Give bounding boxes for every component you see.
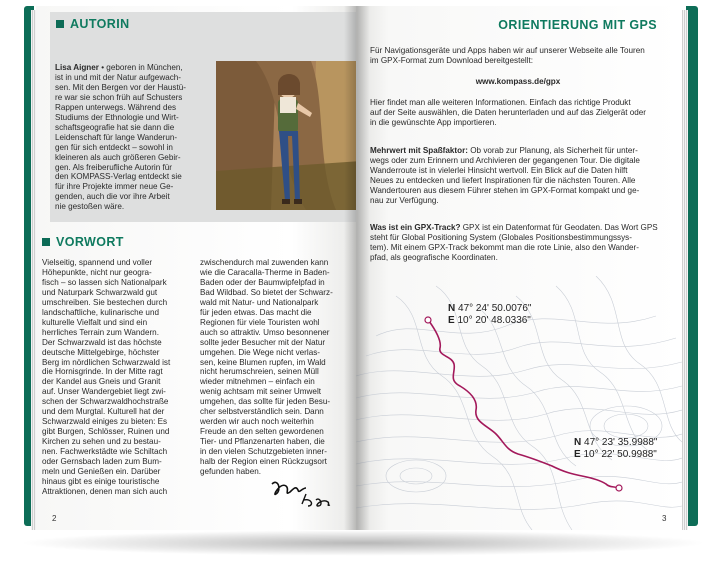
text-line: auch so attraktiv. Umso besonnener	[200, 327, 330, 337]
text-line: Wanderroute ist in vielerlei Hinsicht wertvoll. Ein Blick auf die Daten hilft	[370, 165, 628, 175]
text-line: die Hornisgrinde. In der Mitte ragt	[42, 367, 163, 377]
author-bio	[55, 63, 218, 212]
text-line: und Naturpark Schwarzwald gut	[42, 287, 158, 297]
page-number-right: 3	[662, 514, 667, 523]
text-line: oder Gernsbach laden zum Bum-	[42, 457, 162, 467]
text-line: Neues zu entdecken und liefert Inspirationen für die nächsten Touren. Alle	[370, 175, 636, 185]
coord-end-lon: 10° 22' 50.9988"	[583, 449, 657, 460]
text-line: steht für Global Positioning System (Globales Positionsbestimmungssys-	[370, 232, 632, 242]
text-line: Höhepunkte, nicht nur geogra-	[42, 267, 152, 277]
gps-intro-text	[370, 46, 666, 66]
book-gutter	[344, 6, 370, 530]
book-shadow	[18, 530, 708, 556]
author-heading: AUTORIN	[70, 17, 130, 31]
gps-info-text	[370, 98, 666, 128]
text-line: im GPX-Format zum Download bereitgestellt:	[370, 55, 534, 65]
mehrwert-paragraph	[370, 146, 666, 206]
coord-start-lat: 47° 24' 50.0076"	[458, 303, 532, 314]
text-line: pfad, als geografische Koordinaten.	[370, 252, 498, 262]
text-line: in die gewünschte App importieren.	[370, 117, 497, 127]
text-line: Der Schwarzwald ist das höchste	[42, 337, 162, 347]
text-line: umschreiben. Sie bestechen durch	[42, 297, 168, 307]
text-line: Hier findet man alle weiteren Informationen. Einfach das richtige Produkt	[370, 98, 631, 107]
track-start-marker	[425, 317, 431, 323]
text-line: gen für sich entdeckt – sowohl in	[55, 142, 173, 152]
text-line: auf. Unser Wandergebiet liegt zwi-	[42, 387, 166, 397]
author-bio-text	[55, 63, 186, 211]
text-line: gefunden haben.	[200, 467, 261, 477]
text-line: nicht herumschreien, seinen Müll	[200, 367, 319, 377]
track-end-marker	[616, 485, 622, 491]
text-line: nie gestoßen wäre.	[55, 202, 125, 212]
page-number-left: 2	[52, 514, 57, 523]
mehrwert-label: Mehrwert mit Spaßfaktor:	[370, 146, 468, 155]
coord-start-label	[448, 303, 531, 327]
vorwort-column-1	[42, 258, 190, 497]
coord-start-lat-letter: N	[448, 303, 456, 314]
text-line: sen, keine Blumen rupfen, im Wald	[200, 357, 326, 367]
text-line: • geboren in München,	[98, 63, 183, 72]
text-line: tem). Mit einem GPX-Track bekommt man die rote Linie, also den Wander-	[370, 242, 639, 252]
text-line: in den vielen Schutzgebieten inner-	[200, 447, 327, 457]
vorwort-column-2	[200, 258, 348, 477]
text-line: schaftsgeografie hat sie dann die	[55, 122, 175, 132]
text-line: auf der Seite auswählen, die Daten herunterladen und auf das Zielgerät oder	[370, 107, 646, 117]
author-signature	[268, 476, 346, 512]
text-line: umgehen. Die Wege nicht verlas-	[200, 347, 320, 357]
text-line: Wandertouren aus diesem Führer stehen im GPX-Format kompakt und ge-	[370, 185, 640, 195]
text-line: Rappen unterwegs. Während des	[55, 102, 177, 112]
text-line: kulturelle Vielfalt und sind ein	[42, 317, 148, 327]
coord-end-lon-letter: E	[574, 449, 581, 460]
text-line: für ihre Projekte immer neue Ge-	[55, 182, 174, 192]
text-line: den KOMPASS-Verlag entdeckt sie	[55, 172, 182, 182]
gps-heading: ORIENTIERUNG MIT GPS	[498, 18, 657, 32]
text-line: schen der Schwarzwaldhochstraße	[42, 397, 169, 407]
text-line: fisch – so lassen sich Nationalpark	[42, 277, 167, 287]
text-line: Studiums der Ethnologie und Wirt-	[55, 112, 179, 122]
text-line: und dem Murgtal. Kulturell hat der	[42, 407, 165, 417]
text-line: Kirchen zu sehen und zu bestau-	[42, 437, 161, 447]
right-page	[356, 6, 682, 530]
text-line: wald mit Natur- und Nationalpark	[200, 297, 319, 307]
vorwort-heading: VORWORT	[56, 235, 124, 249]
text-line: ist in und mit der Natur aufgewach-	[55, 72, 181, 82]
heading-square-icon	[56, 20, 64, 28]
text-line: re war sie schon früh auf Schusters	[55, 92, 183, 102]
coord-start-lon: 10° 20' 48.0336"	[457, 315, 531, 326]
text-line: für jeden etwas. Das macht die	[200, 307, 312, 317]
author-box	[50, 12, 356, 222]
text-line: nau zur Verfügung.	[370, 195, 439, 205]
text-line: kleineren als auch größeren Gebir-	[55, 152, 181, 162]
gps-track-line	[429, 321, 618, 488]
text-line: wieder mitnehmen – einfach ein	[200, 377, 315, 387]
text-line: Tier- und Pflanzenarten haben, die	[200, 437, 325, 447]
text-line: sen. Mit den Bergen vor der Haustü-	[55, 82, 186, 92]
coord-end-lat: 47° 23' 35.9988"	[584, 437, 658, 448]
text-line: Attraktionen, denen man sich auch	[42, 486, 168, 496]
text-line: gibt Burgen, Schlösser, Ruinen und	[42, 427, 170, 437]
author-photo-image	[216, 61, 356, 210]
gpx-website-link[interactable]: www.kompass.de/gpx	[475, 77, 561, 86]
heading-square-icon	[42, 238, 50, 246]
text-line: deutsche Mittelgebirge, höchster	[42, 347, 160, 357]
text-line: landschaftliche, kulinarische und	[42, 307, 159, 317]
text-line: sollte jeder Besucher mit der Natur	[200, 337, 326, 347]
left-page	[36, 6, 356, 530]
text-line: hinaus gibt es einige touristische	[42, 476, 160, 486]
text-line: genden, auch die vor ihre Arbeit	[55, 192, 170, 202]
text-line: Leidenschaft für lange Wanderun-	[55, 132, 178, 142]
text-line: Bad Wildbad. So bietet der Schwarz-	[200, 287, 333, 297]
coord-end-lat-letter: N	[574, 437, 582, 448]
text-line: cher selbstverständlich sein. Dann	[200, 407, 324, 417]
text-line: herrliches Terrain zum Wandern.	[42, 327, 159, 337]
text-line: zwischendurch mal zuwenden kann	[200, 258, 329, 267]
text-line: Regionen für viele Touristen wohl	[200, 317, 320, 327]
text-line: umgehen, das sollte für jeden Besu-	[200, 397, 331, 407]
text-line: Schwarzwald einiges zu bieten: Es	[42, 417, 168, 427]
text-line: Freude an den selten gewordenen	[200, 427, 324, 437]
coord-end-label	[574, 437, 657, 461]
text-line: Für Navigationsgeräte und Apps haben wir auf unserer Webseite alle Touren	[370, 46, 645, 55]
text-line: wegs oder zum Erinnern und Archivieren der gegangenen Tour. Die digitale	[370, 155, 640, 165]
text-line: wie die Caracalla-Therme in Baden-	[200, 267, 330, 277]
coord-start-lon-letter: E	[448, 315, 455, 326]
author-name: Lisa Aigner	[55, 63, 99, 72]
gpx-paragraph	[370, 223, 666, 263]
text-line: GPX ist ein Datenformat für Geodaten. Das Wort GPS	[460, 223, 658, 232]
text-line: Vielseitig, spannend und voller	[42, 258, 153, 267]
text-line: nen. Fachwerkstädte wie Schiltach	[42, 447, 168, 457]
text-line: gen. Als freiberufliche Autorin für	[55, 162, 172, 172]
text-line: meln und Genießen ein. Darüber	[42, 467, 161, 477]
text-line: wenig achtsam mit seiner Umwelt	[200, 387, 322, 397]
gpx-label: Was ist ein GPX-Track?	[370, 223, 461, 232]
text-line: Baden oder der Baumwipfelpfad in	[200, 277, 325, 287]
text-line: werden wir auch noch weiterhin	[200, 417, 314, 427]
text-line: Ob vorab zur Planung, als Sicherheit für unter-	[467, 146, 638, 155]
text-line: halb der Region einen Rückzugsort	[200, 457, 327, 467]
text-line: der Kandel aus Gneis und Granit	[42, 377, 161, 387]
author-photo	[216, 61, 356, 210]
text-line: Berg im nördlichen Schwarzwald ist	[42, 357, 171, 367]
